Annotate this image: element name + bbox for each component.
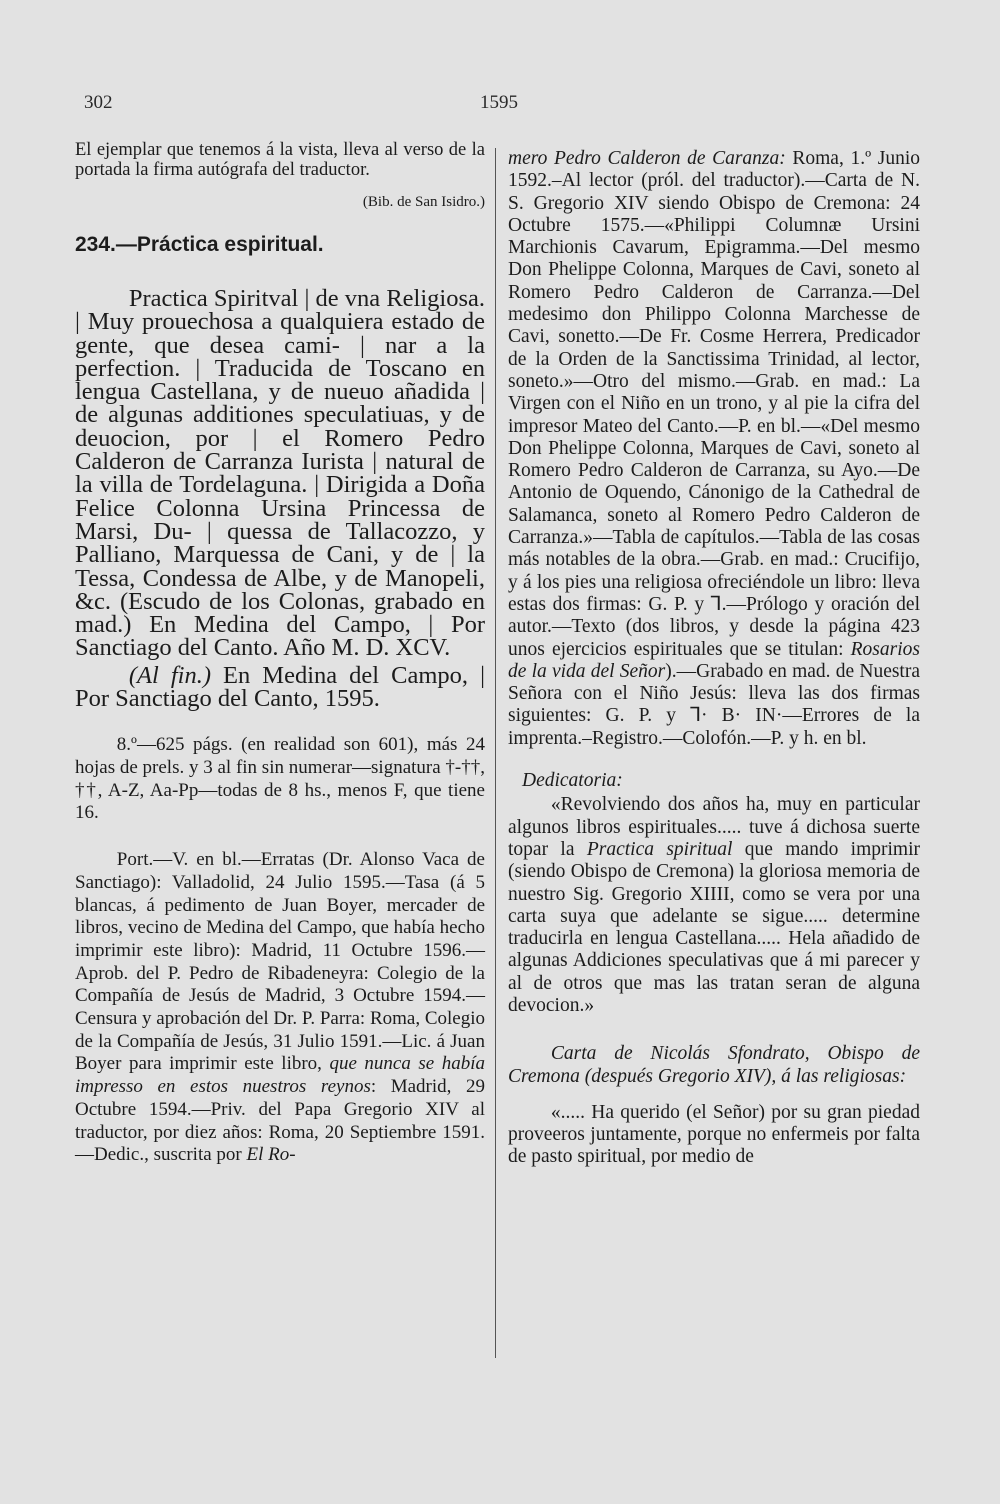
continuation-author: mero Pedro Calderon de Caranza: [508,148,786,169]
physical-description: 8.º—625 págs. (en realidad son 601), más 24 hojas de prels. y 3 al fin sin numerar—signatura †-††, ††, A-Z, Aa-Pp—todas de 8 hs., menos F, que tiene 16. [75,734,485,824]
contents-continuation [508,148,920,750]
dedication-book-title: Practica spiritual [586,838,733,860]
contents-quote: que nunca se había impresso en estos nuestros reynos [75,1053,485,1098]
colophon-text: En Medina del Campo, | Por Sanctiago del Canto, 1595. [75,661,485,713]
colophon [75,661,485,713]
colophon-label: (Al fin.) [128,661,212,689]
continuation-text: Roma, 1.º Junio 1592.–Al lector (pról. del traductor).—Carta de N. S. Gregorio XIV siendo Obispo de Cremona: 24 Octubre 1575.—«Philippi Columnæ Ursini Marchionis Cavarum, Epigramma.—Del mesmo Don Phelippe Colonna, Marques de Cavi, soneto al Romero Pedro Calderon de Carranza.—Del medesimo don Philippo Colonna Marchesse de Cavi, sonetto.—De Fr. Cosme Herrera, Predicador de la Orden de la Sanctissima Trinidad, al lector, soneto.»—Otro del mismo.—Grab. en mad.: La Virgen con el Niño en un trono, y al pie la cifra del impresor Mateo del Canto.—P. en bl.—«Del mesmo Don Phelippe Colonna, Marques de Cavi, soneto al Romero Pedro Calderon de Carranza, su Ayo.—De Antonio de Oquendo, Cánonigo de la Cathedral de Salamanca, soneto al Romero Pedro Calderon de Carranza.»—Tabla de capítulos.—Tabla de las cosas más notables de la obra.—Grab. en mad.: Crucifijo, y á los pies una religiosa ofreciéndole un libro: lleva estas dos firmas: G. P. y Ꞁ.—Prólogo y oración del autor.—Texto (dos libros, y desde la página 423 unos ejercicios espirituales que se titulan: [508,148,920,660]
continuation-text-2: ).—Grabado en mad. de Nuestra Señora con el Niño Jesús: lleva las dos firmas siguientes: G. P. y Ꞁ· B· IN·—Errores de la imprenta.–Registro.—Colofón.—P. y h. en bl. [508,660,920,749]
intro-paragraph: El ejemplar que tenemos á la vista, lleva al verso de la portada la firma autógrafa del traductor. [75,140,485,180]
letter-heading: Carta de Nicolás Sfondrato, Obispo de Cremona (después Gregorio XIV), á las religiosas: [508,1043,920,1087]
left-column [75,140,485,1167]
dedication-text-a: «Revolviendo dos años ha, muy en particular algunos libros espirituales..... tuve á dichosa suerte topar la [508,794,920,860]
column-divider [495,148,496,1358]
dedication-text [508,794,920,1017]
dedication-text-b: que mando imprimir (siendo Obispo de Cremona) la gloriosa memoria de nuestro Sig. Gregorio XIIII, como se vera por una carta suya que adelante se sigue..... determine traducirla en lengua Castellana..... Hela añadido de algunas Addiciones speculativas que á mi parecer y al de otros que mas las tratan seran de alguna devocion.» [508,838,920,1016]
contents-text-a: Port.—V. en bl.—Erratas (Dr. Alonso Vaca de Sanctiago): Valladolid, 24 Julio 1595.—Tasa (á 5 blancas, á pedimento de Juan Boyer, mercader de libros, vecino de Medina del Campo, que había hecho imprimir este libro): Madrid, 11 Octubre 1596.—Aprob. del P. Pedro de Ribadeneyra: Colegio de la Compañía de Jesús de Madrid, 3 Octubre 1594.—Censura y aprobación del Dr. P. Parra: Roma, Colegio de la Compañía de Jesús, 31 Julio 1591.—Lic. á Juan Boyer para imprimir este libro, [75,849,486,1075]
title-transcription: Practica Spiritval | de vna Religiosa. | Muy prouechosa a qualquiera estado de gente, que desea cami- | nar a la perfection. | Traducida de Toscano en lengua Castellana, y de nueuo añadida | de algunas additiones speculatiuas, y de deuocion, por | el Romero Pedro Calderon de Carranza Iurista | natural de la villa de Tordelaguna. | Dirigida a Doña Felice Colonna Ursina Princessa de Marsi, Du- | quessa de Tallacozzo, y Palliano, Marquessa de Cani, y de | la Tessa, Condessa de Albe, y de Manopeli, &c. (Escudo de los Colonas, grabado en mad.) En Medina del Campo, | Por Sanctiago del Canto. Año M. D. XCV. [75,285,485,662]
contents-text-b: : Madrid, 29 Octubre 1594.—Priv. del Papa Gregorio XIV al traductor, por diez años: Roma, 20 Septiembre 1591.—Dedic., suscrita por [75,1076,486,1166]
contents-paragraph [75,849,485,1167]
library-source: (Bib. de San Isidro.) [362,194,485,210]
letter-text: «..... Ha querido (el Señor) por su gran piedad proveeros juntamente, porque no enfermeis por falta de pasto spiritual, por medio de [508,1101,920,1168]
rosarios-title: Rosarios de la vida del Señor [508,638,920,682]
running-head-year: 1595 [480,92,518,113]
entry-heading: 234.—Práctica espiritual. [75,233,324,256]
right-column [508,148,920,1169]
page-number: 302 [84,92,113,113]
dedication-label: Dedicatoria: [522,770,623,792]
contents-author: El Ro- [246,1144,296,1166]
